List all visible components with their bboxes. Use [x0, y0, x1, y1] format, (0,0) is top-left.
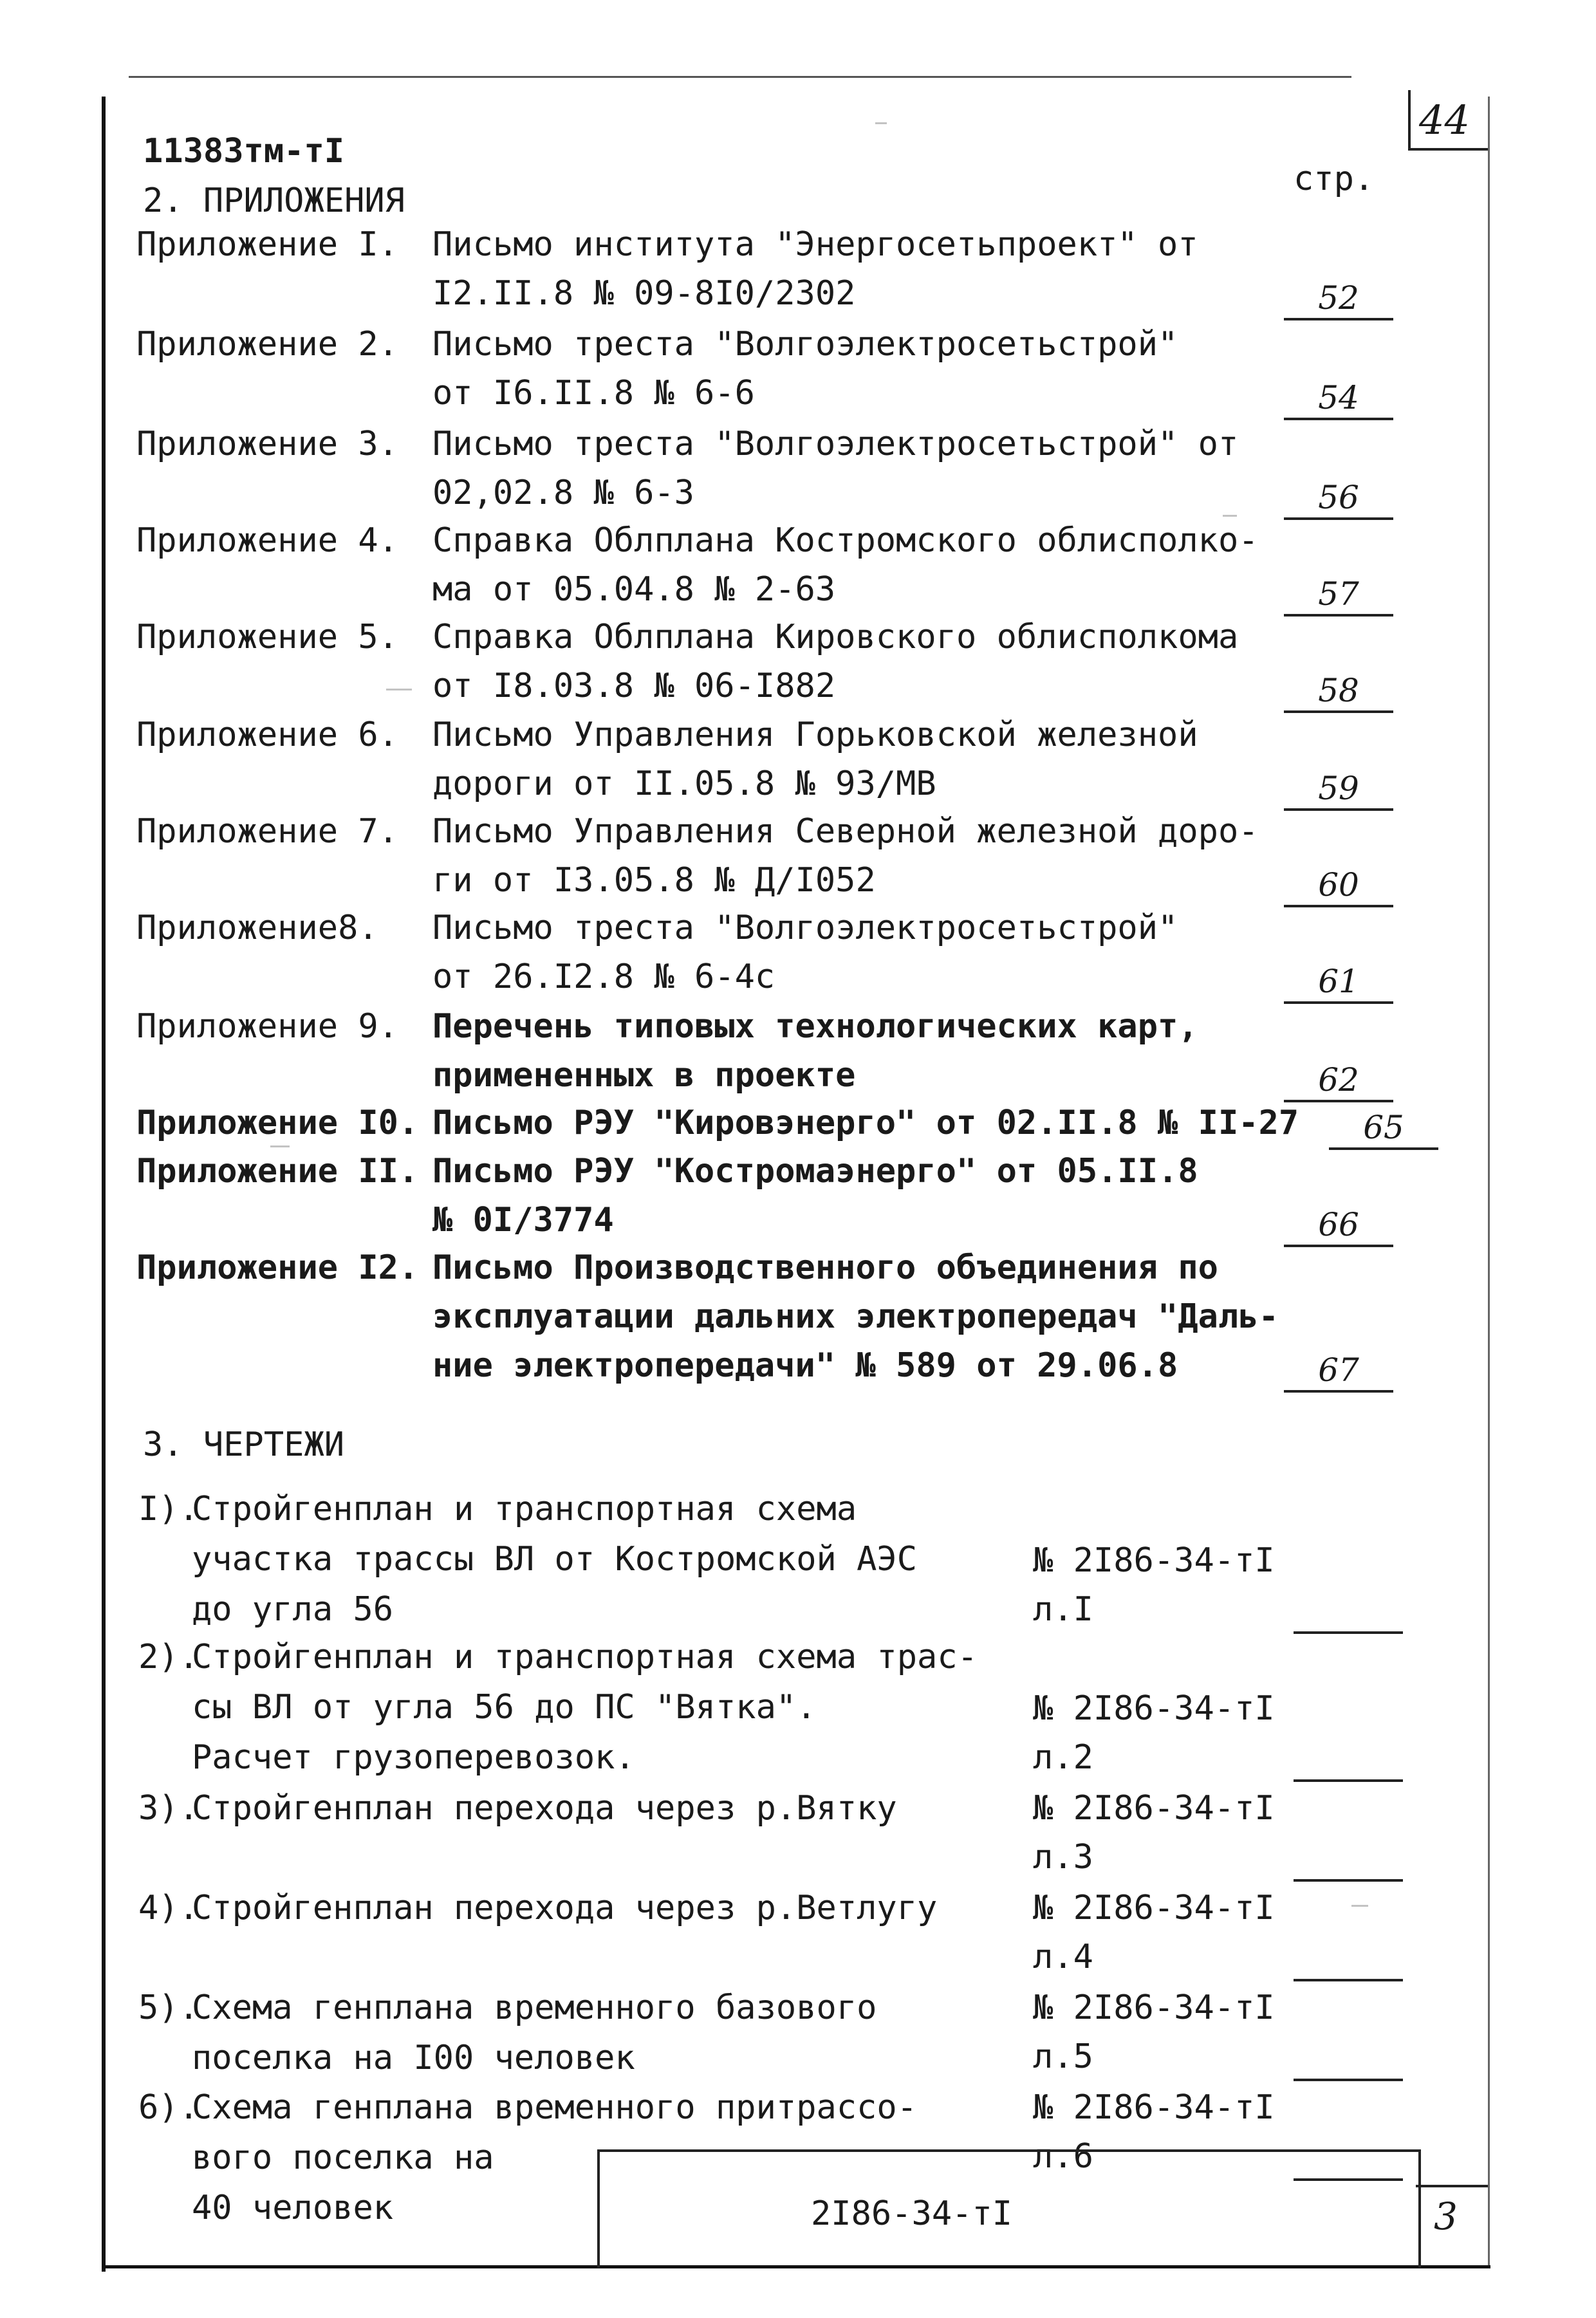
- drawing-page-blank: [1294, 1595, 1403, 1634]
- drawing-text-line: Стройгенплан и транспортная схема: [192, 1490, 857, 1528]
- appendix-text-line: Письмо института "Энергосетьпроект" от: [432, 225, 1198, 264]
- appendix-label: Приложение8.: [136, 909, 378, 947]
- doc-code-header: 11383тм-тI: [143, 132, 345, 171]
- appendix-page-number: 57: [1284, 575, 1393, 617]
- appendix-page-number: 60: [1284, 866, 1393, 907]
- appendix-text-line: I2.II.8 № 09-8I0/2302: [432, 274, 856, 313]
- drawing-page-blank: [1294, 1943, 1403, 1981]
- appendix-label: Приложение II.: [136, 1152, 419, 1191]
- appendix-label: Приложение 2.: [136, 325, 398, 364]
- drawing-sheet: л.I: [1033, 1590, 1093, 1629]
- drawing-number: 3).: [138, 1789, 199, 1828]
- drawing-sheet: л.4: [1033, 1938, 1093, 1976]
- drawing-text-line: Расчет грузоперевозок.: [192, 1738, 635, 1777]
- appendix-text-line: ги от I3.05.8 № Д/I052: [432, 861, 876, 900]
- appendix-page-number: 54: [1284, 379, 1393, 420]
- appendix-page-number: 61: [1284, 963, 1393, 1004]
- drawing-text-line: поселка на I00 человек: [192, 2039, 635, 2077]
- drawing-page-blank: [1294, 1743, 1403, 1782]
- drawing-sheet: л.5: [1033, 2037, 1093, 2076]
- appendix-label: Приложение 5.: [136, 618, 398, 656]
- appendix-page-number: 65: [1329, 1109, 1438, 1150]
- appendix-label: Приложение 9.: [136, 1007, 398, 1046]
- appendix-label: Приложение 3.: [136, 425, 398, 463]
- drawing-number: 6).: [138, 2088, 199, 2127]
- appendix-text-line: Письмо Управления Горьковской железной: [432, 716, 1198, 754]
- drawing-text-line: сы ВЛ от угла 56 до ПС "Вятка".: [192, 1688, 817, 1727]
- drawing-text-line: Стройгенплан перехода через р.Вятку: [192, 1789, 897, 1828]
- drawing-code: № 2I86-34-тI: [1033, 1541, 1275, 1580]
- appendix-text-line: Справка Облплана Кировского облисполкома: [432, 618, 1239, 656]
- appendix-text-line: примененных в проекте: [432, 1056, 856, 1095]
- drawing-code: № 2I86-34-тI: [1033, 2088, 1275, 2127]
- drawings-section-title: 3. ЧЕРТЕЖИ: [143, 1425, 345, 1464]
- appendix-text-line: Письмо РЭУ "Костромаэнерго" от 05.II.8: [432, 1152, 1198, 1191]
- appendix-page-number: 56: [1284, 479, 1393, 520]
- section-title: 2. ПРИЛОЖЕНИЯ: [143, 181, 405, 220]
- appendix-page-number: 67: [1284, 1351, 1393, 1393]
- appendix-page-number: 52: [1284, 279, 1393, 320]
- scan-speck: [386, 689, 412, 691]
- drawing-number: 4).: [138, 1889, 199, 1927]
- sheet-number-handwritten: 3: [1434, 2194, 1458, 2238]
- drawing-number: I).: [138, 1490, 199, 1528]
- appendix-label: Приложение I0.: [136, 1104, 419, 1142]
- appendix-text-line: Письмо треста "Волгоэлектросетьстрой": [432, 909, 1178, 947]
- appendix-text-line: ма от 05.04.8 № 2-63: [432, 570, 836, 609]
- drawing-page-blank: [1294, 1843, 1403, 1882]
- appendix-page-number: 58: [1284, 672, 1393, 713]
- appendix-text-line: № 0I/3774: [432, 1201, 614, 1239]
- appendix-text-line: дороги от II.05.8 № 93/МВ: [432, 765, 936, 803]
- title-block-doc-code: 2I86-34-тI: [811, 2194, 1013, 2233]
- scan-speck: [270, 1145, 290, 1147]
- drawing-code: № 2I86-34-тI: [1033, 1889, 1275, 1927]
- drawing-page-blank: [1294, 2043, 1403, 2081]
- appendix-text-line: от 26.I2.8 № 6-4с: [432, 958, 775, 996]
- drawing-code: № 2I86-34-тI: [1033, 1789, 1275, 1828]
- appendix-label: Приложение 6.: [136, 716, 398, 754]
- appendix-text-line: эксплуатации дальних электропередач "Даль-: [432, 1297, 1279, 1336]
- drawing-text-line: вого поселка на: [192, 2138, 494, 2177]
- drawing-text-line: Схема генплана временного притрассо-: [192, 2088, 918, 2127]
- page-column-label: стр.: [1294, 160, 1375, 198]
- drawing-number: 5).: [138, 1989, 199, 2027]
- drawing-number: 2).: [138, 1638, 199, 1676]
- drawing-code: № 2I86-34-тI: [1033, 1989, 1275, 2027]
- drawing-text-line: Схема генплана временного базового: [192, 1989, 877, 2027]
- appendix-page-number: 62: [1284, 1061, 1393, 1102]
- appendix-label: Приложение I2.: [136, 1248, 419, 1287]
- drawing-sheet: л.2: [1033, 1738, 1093, 1777]
- appendix-text-line: от I8.03.8 № 06-I882: [432, 667, 836, 705]
- appendix-label: Приложение 4.: [136, 521, 398, 560]
- top-border: [129, 76, 1351, 78]
- scan-speck: [875, 122, 887, 124]
- drawing-text-line: 40 человек: [192, 2189, 394, 2227]
- appendix-text-line: ние электропередачи" № 589 от 29.06.8: [432, 1346, 1178, 1385]
- appendix-label: Приложение I.: [136, 225, 398, 264]
- appendix-page-number: 59: [1284, 770, 1393, 811]
- scan-speck: [1223, 515, 1237, 517]
- drawing-sheet: л.3: [1033, 1838, 1093, 1877]
- appendix-text-line: Письмо треста "Волгоэлектросетьстрой" от: [432, 425, 1239, 463]
- left-margin-border: [102, 97, 106, 2272]
- appendix-text-line: Справка Облплана Костромского облисполко-: [432, 521, 1259, 560]
- drawing-text-line: Стройгенплан и транспортная схема трас-: [192, 1638, 978, 1676]
- appendix-text-line: от I6.II.8 № 6-6: [432, 374, 755, 413]
- drawing-code: № 2I86-34-тI: [1033, 1689, 1275, 1728]
- scan-speck: [1351, 1905, 1368, 1907]
- appendix-page-number: 66: [1284, 1206, 1393, 1247]
- drawing-text-line: до угла 56: [192, 1590, 394, 1629]
- appendix-text-line: 02,02.8 № 6-3: [432, 474, 694, 512]
- drawing-text-line: Стройгенплан перехода через р.Ветлугу: [192, 1889, 938, 1927]
- appendix-text-line: Письмо треста "Волгоэлектросетьстрой": [432, 325, 1178, 364]
- drawing-text-line: участка трассы ВЛ от Костромской АЭС: [192, 1540, 918, 1579]
- page-number-handwritten: 44: [1419, 97, 1470, 144]
- appendix-text-line: Перечень типовых технологических карт,: [432, 1007, 1198, 1046]
- appendix-label: Приложение 7.: [136, 812, 398, 851]
- appendix-text-line: Письмо Управления Северной железной доро-: [432, 812, 1259, 851]
- appendix-text-line: Письмо Производственного объединения по: [432, 1248, 1218, 1287]
- right-border: [1488, 97, 1490, 2265]
- appendix-text-line: Письмо РЭУ "Кировэнерго" от 02.II.8 № II-27: [432, 1104, 1299, 1142]
- drawing-sheet: л.6: [1033, 2137, 1093, 2176]
